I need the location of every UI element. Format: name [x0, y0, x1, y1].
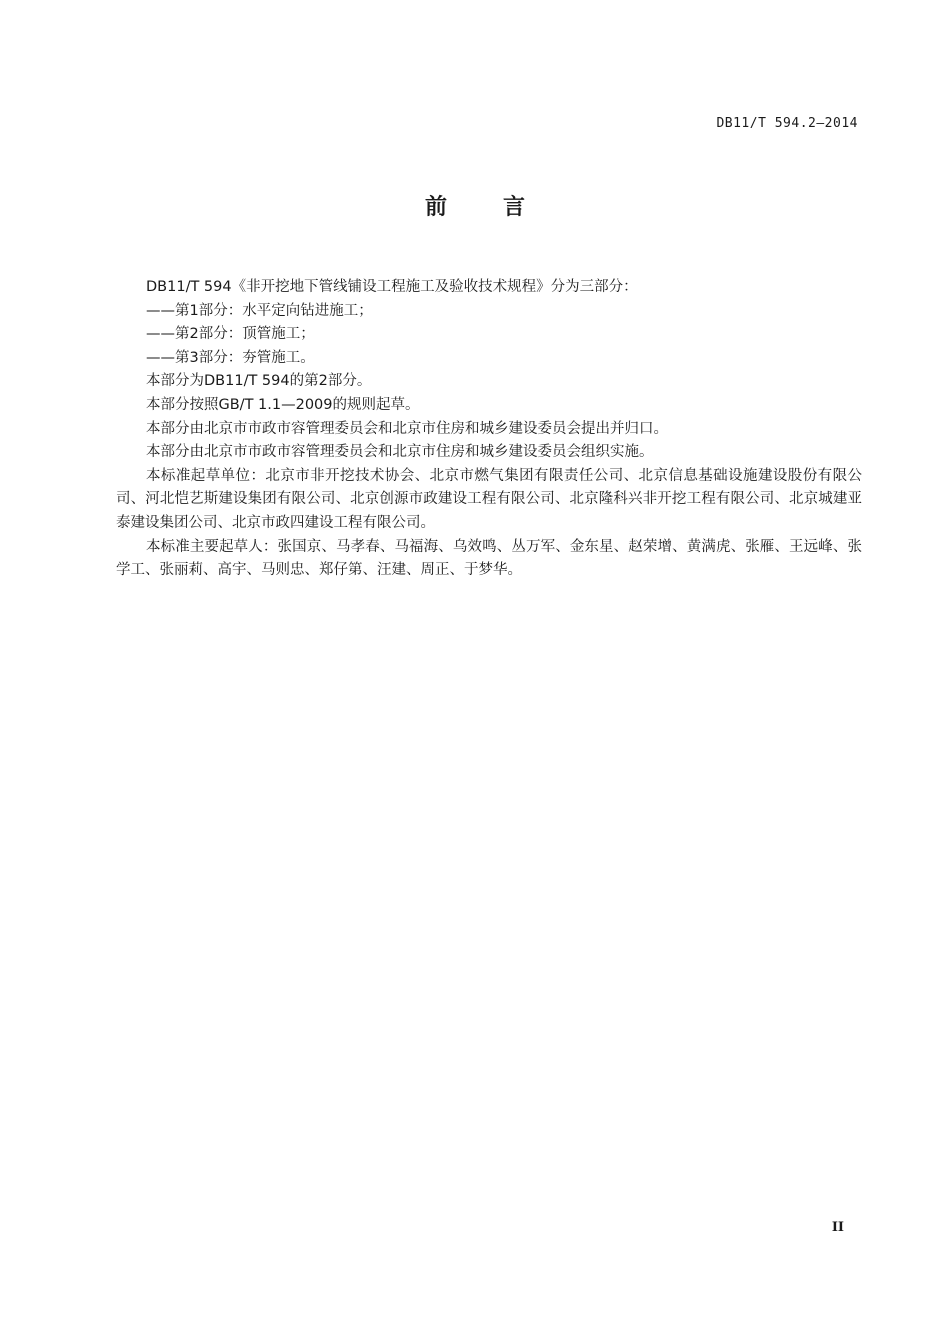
- paragraph-this-part: 本部分为DB11/T 594的第2部分。: [146, 373, 372, 390]
- paragraph-part-2: ——第2部分：顶管施工；: [146, 326, 315, 343]
- page-title: 前言: [424, 195, 581, 220]
- page-number: II: [831, 1220, 844, 1235]
- paragraph-proposed-by: 本部分由北京市市政市容管理委员会和北京市住房和城乡建设委员会提出并归口。: [146, 420, 668, 437]
- paragraph-parts-overview: DB11/T 594《非开挖地下管线铺设工程施工及验收技术规程》分为三部分：: [146, 279, 638, 295]
- paragraph-part-1: ——第1部分：水平定向钻进施工；: [146, 302, 373, 319]
- document-code: DB11/T 594.2—2014: [716, 116, 858, 131]
- paragraph-drafting-rules: 本部分按照GB/T 1.1—2009的规则起草。: [146, 396, 420, 413]
- paragraph-implemented-by: 本部分由北京市市政市容管理委员会和北京市住房和城乡建设委员会组织实施。: [146, 444, 654, 461]
- paragraph-part-3: ——第3部分：夯管施工。: [146, 349, 315, 366]
- foreword-body: [116, 276, 862, 583]
- paragraph-main-drafters: 本标准主要起草人：张国京、马孝春、马福海、乌效鸣、丛万军、金东星、赵荣增、黄满虎、张雁、王远峰、张学工、张丽莉、高宇、马则忠、郑仔第、汪建、周正、于梦华。: [116, 538, 862, 579]
- paragraph-drafting-units: 本标准起草单位：北京市非开挖技术协会、北京市燃气集团有限责任公司、北京信息基础设施建设股份有限公司、河北恺艺斯建设集团有限公司、北京创源市政建设工程有限公司、北京隆科兴非开挖工程有限公司、北京城建亚泰建设集团公司、北京市政四建设工程有限公司。: [116, 467, 862, 531]
